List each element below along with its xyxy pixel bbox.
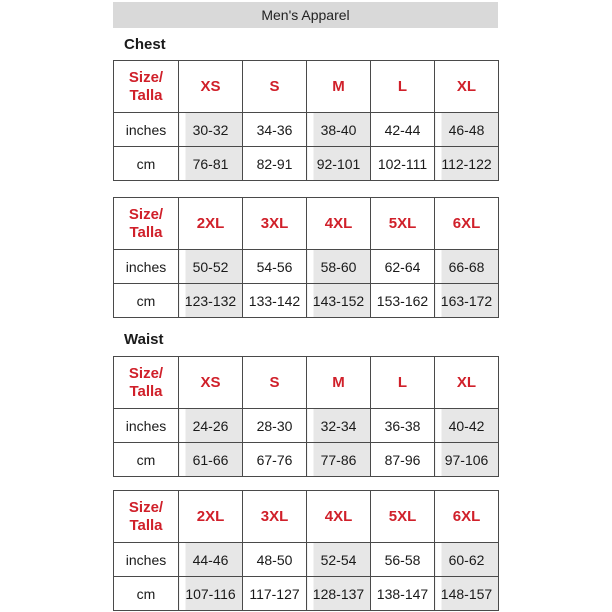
cm-value-cell: 117-127 xyxy=(243,577,307,611)
inches-value-cell: 60-62 xyxy=(435,543,499,577)
cm-value-cell: 82-91 xyxy=(243,147,307,181)
inches-row xyxy=(114,543,499,577)
waist-size-table-1 xyxy=(113,356,499,477)
unit-label-inches: inches xyxy=(114,409,179,443)
cm-value-cell: 61-66 xyxy=(179,443,243,477)
size-header-row xyxy=(114,357,499,409)
unit-label-cm: cm xyxy=(114,443,179,477)
inches-value-cell: 62-64 xyxy=(371,250,435,284)
inches-value-cell: 52-54 xyxy=(307,543,371,577)
cm-value-cell: 138-147 xyxy=(371,577,435,611)
size-column-header: S xyxy=(243,357,307,409)
waist-size-table-2 xyxy=(113,490,499,611)
cm-value-cell: 148-157 xyxy=(435,577,499,611)
cm-value-cell: 163-172 xyxy=(435,284,499,318)
cm-value-cell: 133-142 xyxy=(243,284,307,318)
size-talla-header xyxy=(114,61,179,113)
chest-size-table-1 xyxy=(113,60,499,181)
size-label: Size/ xyxy=(128,205,164,223)
inches-value-cell: 50-52 xyxy=(179,250,243,284)
inches-value-cell: 40-42 xyxy=(435,409,499,443)
unit-label-inches: inches xyxy=(114,113,179,147)
size-column-header: XS xyxy=(179,61,243,113)
cm-value-cell: 87-96 xyxy=(371,443,435,477)
inches-value-cell: 24-26 xyxy=(179,409,243,443)
inches-value-cell: 46-48 xyxy=(435,113,499,147)
inches-value-cell: 66-68 xyxy=(435,250,499,284)
inches-value-cell: 34-36 xyxy=(243,113,307,147)
talla-label: Talla xyxy=(129,382,163,400)
cm-value-cell: 123-132 xyxy=(179,284,243,318)
size-column-header: S xyxy=(243,61,307,113)
cm-row xyxy=(114,577,499,611)
size-column-header: 6XL xyxy=(435,491,499,543)
size-label: Size/ xyxy=(128,498,164,516)
size-column-header: 2XL xyxy=(179,491,243,543)
cm-value-cell: 112-122 xyxy=(435,147,499,181)
size-column-header: 6XL xyxy=(435,198,499,250)
size-talla-header xyxy=(114,357,179,409)
inches-value-cell: 30-32 xyxy=(179,113,243,147)
cm-value-cell: 76-81 xyxy=(179,147,243,181)
size-column-header: 4XL xyxy=(307,198,371,250)
inches-value-cell: 44-46 xyxy=(179,543,243,577)
size-header-row xyxy=(114,61,499,113)
size-column-header: 4XL xyxy=(307,491,371,543)
inches-value-cell: 48-50 xyxy=(243,543,307,577)
section-label-chest: Chest xyxy=(124,36,166,53)
size-column-header: 3XL xyxy=(243,198,307,250)
unit-label-cm: cm xyxy=(114,284,179,318)
size-column-header: M xyxy=(307,61,371,113)
inches-value-cell: 32-34 xyxy=(307,409,371,443)
cm-row xyxy=(114,443,499,477)
cm-row xyxy=(114,284,499,318)
size-column-header: M xyxy=(307,357,371,409)
inches-value-cell: 42-44 xyxy=(371,113,435,147)
size-talla-header xyxy=(114,491,179,543)
cm-value-cell: 77-86 xyxy=(307,443,371,477)
size-column-header: 5XL xyxy=(371,491,435,543)
size-label: Size/ xyxy=(128,364,164,382)
unit-label-inches: inches xyxy=(114,250,179,284)
inches-value-cell: 54-56 xyxy=(243,250,307,284)
talla-label: Talla xyxy=(129,223,163,241)
inches-value-cell: 28-30 xyxy=(243,409,307,443)
cm-value-cell: 92-101 xyxy=(307,147,371,181)
size-column-header: 3XL xyxy=(243,491,307,543)
section-label-waist: Waist xyxy=(124,331,164,348)
unit-label-cm: cm xyxy=(114,577,179,611)
inches-value-cell: 56-58 xyxy=(371,543,435,577)
unit-label-inches: inches xyxy=(114,543,179,577)
inches-value-cell: 58-60 xyxy=(307,250,371,284)
talla-label: Talla xyxy=(129,516,163,534)
size-talla-header xyxy=(114,198,179,250)
inches-row xyxy=(114,113,499,147)
cm-value-cell: 143-152 xyxy=(307,284,371,318)
size-header-row xyxy=(114,491,499,543)
size-header-row xyxy=(114,198,499,250)
cm-value-cell: 67-76 xyxy=(243,443,307,477)
page-title-banner: Men's Apparel xyxy=(113,2,498,28)
size-column-header: 2XL xyxy=(179,198,243,250)
inches-value-cell: 38-40 xyxy=(307,113,371,147)
cm-value-cell: 128-137 xyxy=(307,577,371,611)
inches-value-cell: 36-38 xyxy=(371,409,435,443)
size-column-header: XL xyxy=(435,357,499,409)
size-column-header: 5XL xyxy=(371,198,435,250)
inches-row xyxy=(114,409,499,443)
talla-label: Talla xyxy=(129,86,163,104)
size-column-header: XL xyxy=(435,61,499,113)
chest-size-table-2 xyxy=(113,197,499,318)
size-column-header: L xyxy=(371,357,435,409)
cm-row xyxy=(114,147,499,181)
inches-row xyxy=(114,250,499,284)
cm-value-cell: 107-116 xyxy=(179,577,243,611)
cm-value-cell: 102-111 xyxy=(371,147,435,181)
cm-value-cell: 153-162 xyxy=(371,284,435,318)
unit-label-cm: cm xyxy=(114,147,179,181)
size-column-header: XS xyxy=(179,357,243,409)
size-column-header: L xyxy=(371,61,435,113)
cm-value-cell: 97-106 xyxy=(435,443,499,477)
size-label: Size/ xyxy=(128,68,164,86)
